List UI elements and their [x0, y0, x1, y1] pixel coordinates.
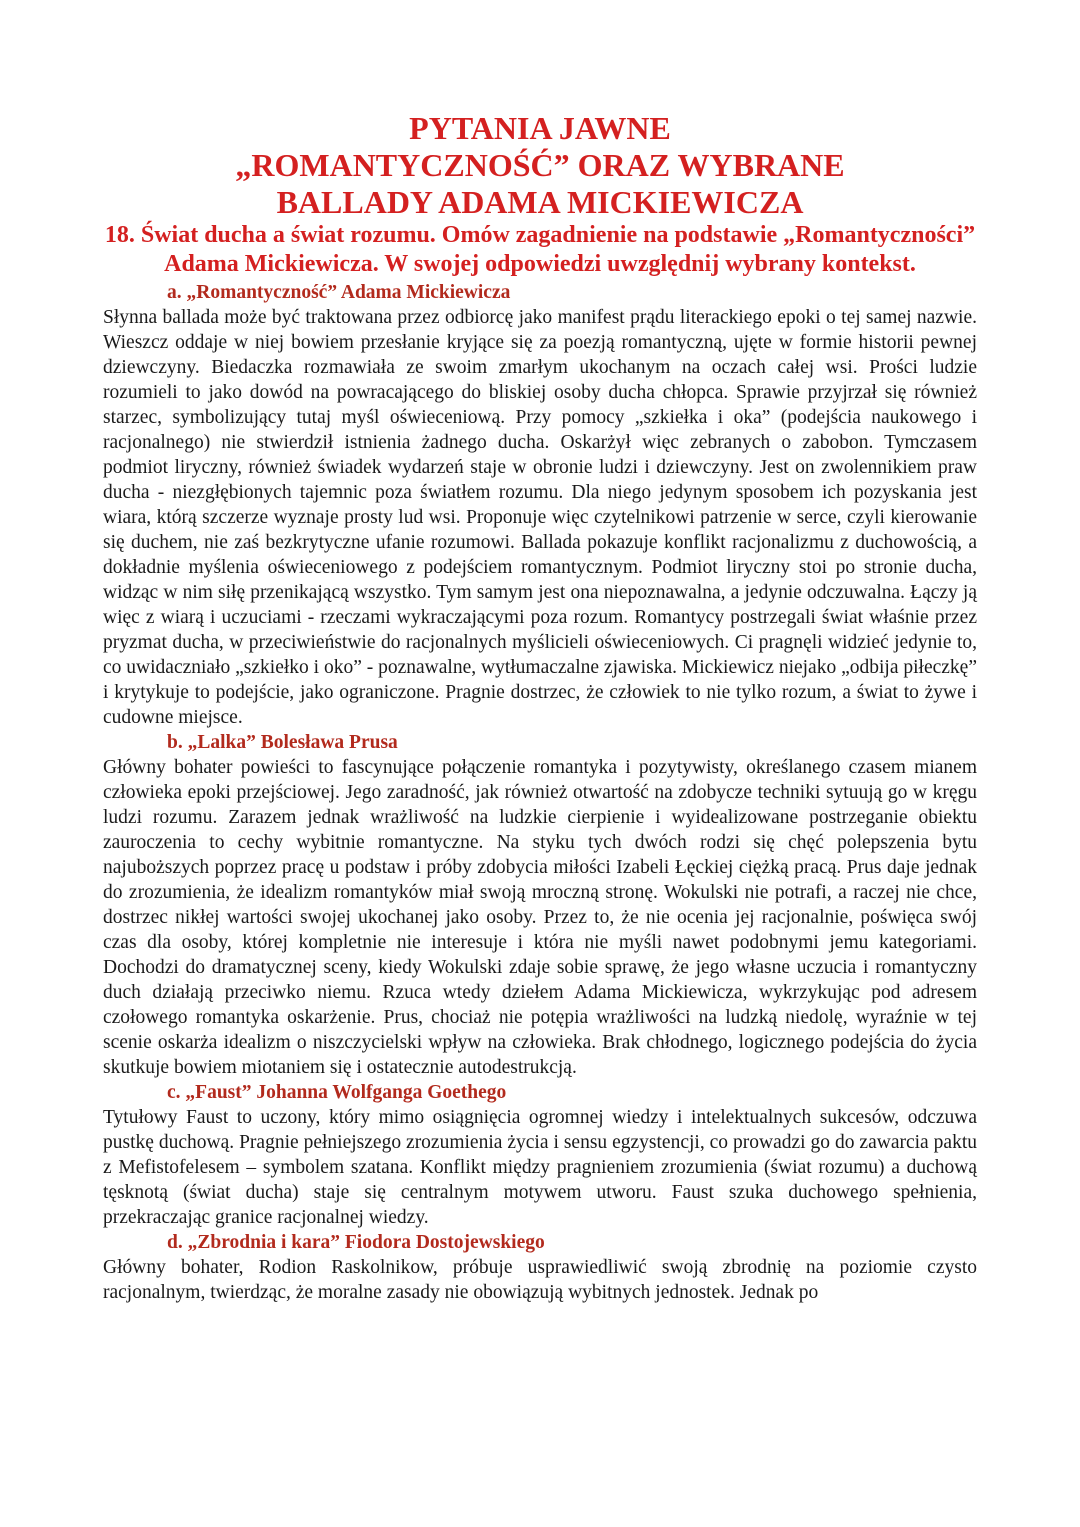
section-b-text: Główny bohater powieści to fascynujące połączenie romantyka i pozytywisty, określanego czasem mianem człowieka epoki przejściowej. Jego zaradność, jak również otwartość na zdobycze techniki sytuują go w kręgu ludzi rozumu. Zarazem jednak wrażliwość na ludzkie cierpienie i wyidealizowane postrzeganie obiektu zauroczenia to cechy wybitnie romantyczne. Na styku tych dwóch rodzi się chęć polepszenia bytu najuboższych poprzez pracę u podstaw i próby zdobycia miłości Izabeli Łęckiej ciężką pracą. Prus daje jednak do zrozumienia, że idealizm romantyków miał swoją mroczną stronę. Wokulski nie potrafi, a raczej nie chce, dostrzec nikłej wartości swojej ukochanej jako osoby. Przez to, że nie ocenia jej racjonalnie, poświęca swój czas dla osoby, której kompletnie nie interesuje i która nie myśli nawet podobnymi jemu kategoriami. Dochodzi do dramatycznej sceny, kiedy Wokulski zdaje sobie sprawę, że jego własne uczucia i romantyczny duch działają przeciwko niemu. Rzuca wtedy dziełem Adama Mickiewicza, wykrzykując pod adresem czołowego romantyka oskarżenie. Prus, chociaż nie potępia wrażliwości na ludzką niedolę, wyraźnie w tej scenie oskarża idealizm o niszczycielski wpływ na człowieka. Brak chłodnego, logicznego podejścia do życia skutkuje bowiem miotaniem się i ostatecznie autodestrukcją. — [103, 757, 977, 1078]
section-a-text: Słynna ballada może być traktowana przez odbiorcę jako manifest prądu literackiego epoki o tej samej nazwie. Wieszcz oddaje w niej bowiem przesłanie kryjące się za poezją romantyczną, ujęte w formie historii pewnej dziewczyny. Biedaczka rozmawiała ze swoim zmarłym ukochanym na oczach całej wsi. Prości ludzie rozumieli to jako dowód na powracającego do bliskiej osoby ducha chłopca. Sprawie przyjrzał się również starzec, symbolizujący tutaj myśl oświeceniową. Przy pomocy „szkiełka i oka” (podejścia naukowego i racjonalnego) nie stwierdził istnienia żadnego ducha. Oskarżył więc zebranych o zabobon. Tymczasem podmiot liryczny, również świadek wydarzeń staje w obronie ludzi i dziewczyny. Jest on zwolennikiem praw ducha - niezgłębionych tajemnic poza światłem rozumu. Dla niego jedynym sposobem ich pozyskania jest wiara, którą szczerze wyznaje prosty lud wsi. Proponuje więc czytelnikowi patrzenie w serce, czyli kierowanie się duchem, nie zaś bezkrytyczne ufanie rozumowi. Ballada pokazuje konflikt racjonalizmu z duchowością, a dokładnie myślenia oświeceniowego z podejściem romantycznym. Podmiot liryczny stoi po stronie ducha, widząc w nim siłę przenikającą wszystko. Tym samym jest ona niepoznawalna, a jedynie odczuwalna. Łączy ją więc z wiarą i uczuciami - rzeczami wykraczającymi poza rozum. Romantycy postrzegali świat właśnie przez pryzmat ducha, w przeciwieństwie do racjonalnych myślicieli oświeceniowych. Ci pragnęli widzieć jedynie to, co uwidaczniało „szkiełko i oko” - poznawalne, wytłumaczalne zjawiska. Mickiewicz niejako „odbija piłeczkę” i krytykuje to podejście, jako ograniczone. Pragnie dostrzec, że człowiek to nie tylko rozum, a świat to żywe i cudowne miejsce. — [103, 307, 977, 728]
section-d-text: Główny bohater, Rodion Raskolnikow, próbuje usprawiedliwić swoją zbrodnię na poziomie czysto racjonalnym, twierdząc, że moralne zasady nie obowiązują wybitnych jednostek. Jednak po — [103, 1257, 977, 1303]
section-a-heading: a. „Romantyczność” Adama Mickiewicza — [167, 282, 511, 303]
question-heading: 18. Świat ducha a świat rozumu. Omów zagadnienie na podstawie „Romantyczności” Adama Mickiewicza. W swojej odpowiedzi uwzględnij wybrany kontekst. — [104, 222, 976, 277]
title-line-3: BALLADY ADAMA MICKIEWICZA — [276, 184, 804, 220]
section-b-heading: b. „Lalka” Bolesława Prusa — [167, 732, 398, 753]
document-page — [103, 110, 977, 1305]
section-d-heading: d. „Zbrodnia i kara” Fiodora Dostojewskiego — [167, 1232, 545, 1253]
main-title — [103, 110, 977, 221]
title-line-1: PYTANIA JAWNE — [409, 110, 671, 146]
section-c-heading: c. „Faust” Johanna Wolfganga Goethego — [167, 1082, 507, 1103]
section-c-text: Tytułowy Faust to uczony, który mimo osiągnięcia ogromnej wiedzy i intelektualnych sukcesów, odczuwa pustkę duchową. Pragnie pełniejszego zrozumienia życia i sensu egzystencji, co prowadzi go do zawarcia paktu z Mefistofelesem – symbolem szatana. Konflikt między pragnieniem zrozumienia (świat rozumu) a duchową tęsknotą (świat ducha) staje się centralnym motywem utworu. Faust szuka duchowego spełnienia, przekraczając granice racjonalnej wiedzy. — [103, 1107, 977, 1228]
title-line-2: „ROMANTYCZNOŚĆ” ORAZ WYBRANE — [235, 147, 845, 183]
